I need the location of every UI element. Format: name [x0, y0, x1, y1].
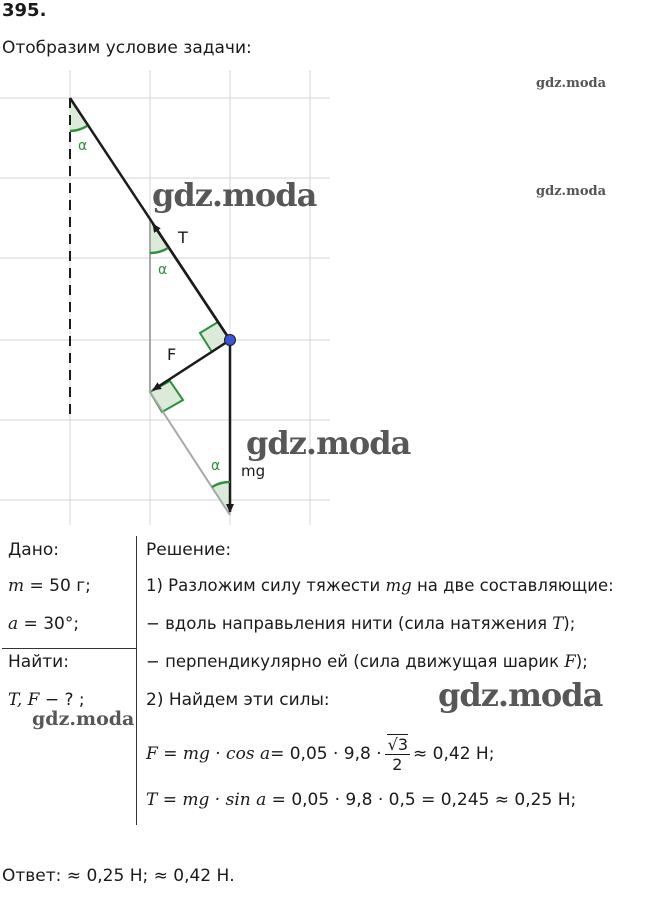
equation-t-rhs: = 0,05 · 9,8 · 0,5 = 0,245 ≈ 0,25 Н; [266, 790, 577, 810]
fraction-denominator: 2 [392, 754, 403, 774]
label-gravity: mg [241, 462, 266, 480]
given-angle [8, 614, 79, 634]
equation-f [146, 728, 494, 780]
equation-t-lhs: T = mg · sin a [146, 790, 267, 810]
solution-step1a [146, 614, 575, 633]
find-vars-names: T, F [8, 690, 40, 710]
fraction-numerator [385, 735, 410, 755]
sqrt-three: √3 [387, 734, 409, 754]
intro-text: Отобразим условие задачи: [2, 38, 252, 58]
watermark-small-1: gdz.moda [536, 76, 607, 91]
vector-t [153, 224, 230, 340]
label-tension: T [178, 228, 188, 247]
watermark-medium-1: gdz.moda [32, 708, 135, 730]
label-alpha-bottom: α [211, 458, 221, 474]
answer-text: Ответ: ≈ 0,25 Н; ≈ 0,42 Н. [2, 866, 235, 886]
step1-prefix: 1) Разложим силу тяжести [146, 576, 386, 595]
solution-step1 [146, 576, 614, 595]
equation-f-lhs: F = mg · cos a [146, 744, 271, 764]
find-vars [8, 690, 85, 710]
step1a-var: T [552, 614, 564, 633]
watermark-large-1: gdz.moda [152, 176, 317, 214]
label-force: F [167, 345, 177, 364]
step1-var: mg [385, 576, 412, 595]
given-angle-var: a [8, 614, 19, 634]
solution-step2: 2) Найдем эти силы: [146, 690, 330, 710]
given-mass [8, 576, 91, 596]
given-angle-value: = 30°; [18, 614, 80, 634]
given-mass-value: = 50 г; [24, 576, 91, 596]
step1a-suffix: ); [563, 614, 576, 633]
right-angle-mark-bottom [150, 381, 183, 412]
given-title: Дано: [8, 540, 59, 560]
solution-title: Решение: [146, 540, 232, 560]
find-vars-suffix: − ? ; [39, 690, 85, 710]
vector-f [153, 340, 230, 390]
given-divider [2, 648, 136, 649]
label-alpha-top: α [78, 138, 88, 154]
equation-f-mid: = 0,05 · 9,8 · [270, 744, 382, 764]
equation-f-fraction [385, 735, 410, 774]
solution-step1b [146, 652, 588, 671]
step1-suffix: на две составляющие: [411, 576, 614, 595]
given-mass-var: m [8, 576, 25, 596]
equation-t [146, 790, 576, 810]
find-title: Найти: [8, 652, 69, 672]
problem-number: 395. [2, 0, 47, 21]
thin-diagonal [150, 392, 230, 515]
step1b-suffix: ); [575, 652, 588, 671]
ball-point [225, 335, 236, 346]
watermark-large-3: gdz.moda [438, 676, 603, 714]
watermark-small-2: gdz.moda [536, 184, 607, 199]
label-alpha-mid: α [158, 262, 168, 278]
step1b-prefix: − перпендикулярно ей (сила движущая шарик [146, 652, 565, 671]
watermark-large-2: gdz.moda [246, 424, 411, 462]
column-divider [136, 536, 137, 825]
equation-f-rhs: ≈ 0,42 Н; [413, 744, 495, 764]
step1a-prefix: − вдоль направьления нити (сила натяжения [146, 614, 553, 633]
step1b-var: F [564, 652, 576, 671]
